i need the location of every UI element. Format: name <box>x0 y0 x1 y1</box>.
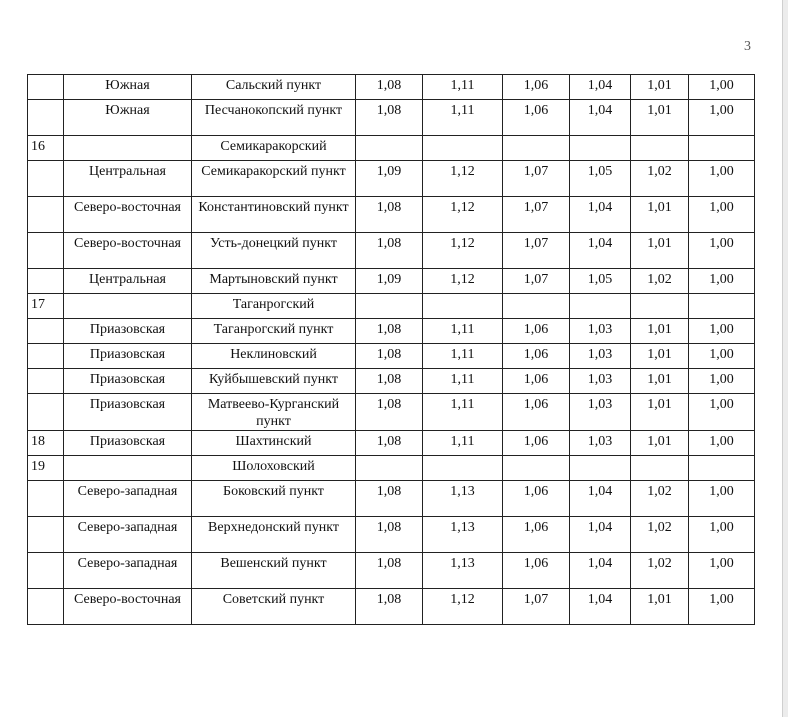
coefficient-cell: 1,05 <box>570 161 631 197</box>
zone-cell: Северо-восточная <box>64 589 192 625</box>
zone-cell: Приазовская <box>64 369 192 394</box>
point-name-cell: Сальский пункт <box>192 75 356 100</box>
table-row <box>28 136 755 161</box>
coefficient-cell: 1,13 <box>423 517 503 553</box>
coefficient-cell: 1,08 <box>356 197 423 233</box>
point-name-cell: Советский пункт <box>192 589 356 625</box>
coefficient-cell: 1,08 <box>356 100 423 136</box>
coefficient-cell: 1,03 <box>570 344 631 369</box>
zone-cell: Приазовская <box>64 431 192 456</box>
coefficient-cell: 1,11 <box>423 431 503 456</box>
coefficient-cell: 1,04 <box>570 75 631 100</box>
coefficient-cell: 1,00 <box>689 269 755 294</box>
coefficient-cell: 1,08 <box>356 553 423 589</box>
coefficient-cell <box>570 456 631 481</box>
coefficient-cell <box>503 456 570 481</box>
table-row <box>28 589 755 625</box>
point-name-cell: Боковский пункт <box>192 481 356 517</box>
table-row <box>28 431 755 456</box>
point-name-cell: Семикаракорский <box>192 136 356 161</box>
zone-cell: Приазовская <box>64 344 192 369</box>
coefficient-cell: 1,00 <box>689 75 755 100</box>
table-row <box>28 75 755 100</box>
coefficient-cell: 1,00 <box>689 553 755 589</box>
coefficient-cell <box>423 136 503 161</box>
coefficient-cell: 1,12 <box>423 589 503 625</box>
row-number-cell <box>28 233 64 269</box>
coefficient-cell: 1,01 <box>631 100 689 136</box>
row-number-cell <box>28 269 64 294</box>
point-name-cell: Верхнедонский пункт <box>192 517 356 553</box>
point-name-cell: Неклиновский <box>192 344 356 369</box>
coefficient-cell: 1,02 <box>631 553 689 589</box>
coefficient-cell: 1,13 <box>423 481 503 517</box>
row-number-cell <box>28 161 64 197</box>
coefficient-cell: 1,01 <box>631 75 689 100</box>
coefficient-cell: 1,08 <box>356 344 423 369</box>
coefficient-cell: 1,00 <box>689 319 755 344</box>
coefficient-cell: 1,04 <box>570 481 631 517</box>
point-name-cell: Песчанокопский пункт <box>192 100 356 136</box>
coefficient-cell: 1,06 <box>503 394 570 431</box>
coefficient-cell: 1,01 <box>631 233 689 269</box>
row-number-cell <box>28 319 64 344</box>
row-number-cell <box>28 100 64 136</box>
coefficient-cell <box>356 136 423 161</box>
coefficient-cell: 1,04 <box>570 589 631 625</box>
zone-cell: Центральная <box>64 269 192 294</box>
coefficient-cell <box>503 136 570 161</box>
point-name-cell: Таганрогский пункт <box>192 319 356 344</box>
coefficient-cell <box>356 294 423 319</box>
coefficient-cell: 1,03 <box>570 319 631 344</box>
row-number-cell <box>28 481 64 517</box>
coefficient-cell: 1,12 <box>423 269 503 294</box>
row-number-cell <box>28 75 64 100</box>
zone-cell: Южная <box>64 75 192 100</box>
row-number-cell <box>28 344 64 369</box>
row-number-cell <box>28 553 64 589</box>
coefficient-cell: 1,00 <box>689 431 755 456</box>
coefficient-cell: 1,07 <box>503 269 570 294</box>
row-number-cell: 17 <box>28 294 64 319</box>
coefficient-cell: 1,01 <box>631 589 689 625</box>
coefficient-cell: 1,12 <box>423 233 503 269</box>
zone-cell: Северо-восточная <box>64 197 192 233</box>
point-name-cell: Усть-донецкий пункт <box>192 233 356 269</box>
coefficient-cell: 1,08 <box>356 481 423 517</box>
coefficient-cell: 1,11 <box>423 344 503 369</box>
coefficient-cell: 1,02 <box>631 481 689 517</box>
coefficient-cell: 1,04 <box>570 553 631 589</box>
coefficient-cell <box>689 294 755 319</box>
table-row <box>28 394 755 431</box>
coefficient-cell: 1,06 <box>503 553 570 589</box>
coefficient-cell: 1,11 <box>423 75 503 100</box>
coefficient-cell: 1,04 <box>570 517 631 553</box>
coefficient-cell: 1,02 <box>631 269 689 294</box>
coefficient-cell: 1,01 <box>631 394 689 431</box>
coefficient-cell: 1,09 <box>356 161 423 197</box>
table-row <box>28 294 755 319</box>
page-number: 3 <box>744 39 751 54</box>
coefficient-cell: 1,06 <box>503 319 570 344</box>
coefficient-cell: 1,00 <box>689 197 755 233</box>
coefficient-cell: 1,08 <box>356 431 423 456</box>
coefficient-cell: 1,06 <box>503 75 570 100</box>
point-name-cell: Семикаракорский пункт <box>192 161 356 197</box>
zone-cell: Северо-западная <box>64 481 192 517</box>
coefficient-cell <box>356 456 423 481</box>
zone-cell: Приазовская <box>64 394 192 431</box>
coefficient-cell: 1,06 <box>503 369 570 394</box>
point-name-cell: Мартыновский пункт <box>192 269 356 294</box>
coefficient-cell <box>689 456 755 481</box>
coefficient-cell: 1,00 <box>689 344 755 369</box>
coefficient-cell: 1,08 <box>356 589 423 625</box>
table-row <box>28 319 755 344</box>
point-name-cell: Шахтинский <box>192 431 356 456</box>
point-name-cell: Куйбышевский пункт <box>192 369 356 394</box>
zone-cell: Южная <box>64 100 192 136</box>
row-number-cell: 16 <box>28 136 64 161</box>
point-name-cell: Матвеево-Курганский пункт <box>192 394 356 431</box>
coefficient-cell <box>423 456 503 481</box>
zone-cell <box>64 136 192 161</box>
coefficient-cell: 1,01 <box>631 431 689 456</box>
row-number-cell <box>28 369 64 394</box>
table-row <box>28 100 755 136</box>
table-row <box>28 369 755 394</box>
point-name-cell: Таганрогский <box>192 294 356 319</box>
coefficient-cell: 1,12 <box>423 161 503 197</box>
coefficient-cell <box>503 294 570 319</box>
table-row <box>28 344 755 369</box>
table-row <box>28 517 755 553</box>
coefficient-cell: 1,04 <box>570 100 631 136</box>
coefficient-cell <box>570 294 631 319</box>
coefficient-cell: 1,06 <box>503 517 570 553</box>
coefficient-cell: 1,07 <box>503 589 570 625</box>
coefficient-cell: 1,01 <box>631 369 689 394</box>
coefficient-cell: 1,11 <box>423 319 503 344</box>
coefficient-cell <box>570 136 631 161</box>
coefficient-cell: 1,00 <box>689 517 755 553</box>
table-row <box>28 456 755 481</box>
table-row <box>28 161 755 197</box>
data-table <box>27 74 755 625</box>
coefficient-cell: 1,00 <box>689 369 755 394</box>
coefficient-cell: 1,00 <box>689 233 755 269</box>
coefficient-cell: 1,11 <box>423 369 503 394</box>
table-row <box>28 269 755 294</box>
coefficient-cell: 1,07 <box>503 161 570 197</box>
coefficient-cell: 1,08 <box>356 75 423 100</box>
coefficient-cell: 1,03 <box>570 369 631 394</box>
coefficient-cell: 1,08 <box>356 517 423 553</box>
zone-cell: Центральная <box>64 161 192 197</box>
coefficient-cell: 1,06 <box>503 344 570 369</box>
row-number-cell: 19 <box>28 456 64 481</box>
coefficient-cell: 1,04 <box>570 233 631 269</box>
coefficient-cell: 1,00 <box>689 481 755 517</box>
table-row <box>28 481 755 517</box>
point-name-cell: Шолоховский <box>192 456 356 481</box>
row-number-cell <box>28 394 64 431</box>
row-number-cell <box>28 589 64 625</box>
coefficient-cell: 1,11 <box>423 394 503 431</box>
coefficient-cell: 1,05 <box>570 269 631 294</box>
coefficient-cell: 1,07 <box>503 233 570 269</box>
zone-cell: Северо-восточная <box>64 233 192 269</box>
coefficient-cell: 1,00 <box>689 589 755 625</box>
coefficient-cell: 1,13 <box>423 553 503 589</box>
row-number-cell <box>28 197 64 233</box>
coefficient-cell: 1,03 <box>570 394 631 431</box>
coefficient-cell: 1,08 <box>356 233 423 269</box>
row-number-cell <box>28 517 64 553</box>
coefficient-cell: 1,00 <box>689 394 755 431</box>
row-number-cell: 18 <box>28 431 64 456</box>
coefficient-cell <box>631 294 689 319</box>
coefficient-cell <box>689 136 755 161</box>
coefficient-cell <box>631 136 689 161</box>
coefficient-cell: 1,01 <box>631 197 689 233</box>
coefficient-cell: 1,00 <box>689 161 755 197</box>
table-row <box>28 233 755 269</box>
coefficient-cell: 1,02 <box>631 161 689 197</box>
table-row <box>28 197 755 233</box>
coefficient-cell: 1,03 <box>570 431 631 456</box>
coefficient-cell: 1,01 <box>631 344 689 369</box>
coefficient-cell: 1,08 <box>356 394 423 431</box>
coefficient-cell: 1,08 <box>356 369 423 394</box>
coefficient-cell: 1,02 <box>631 517 689 553</box>
coefficient-cell: 1,06 <box>503 100 570 136</box>
coefficient-cell: 1,04 <box>570 197 631 233</box>
coefficient-cell: 1,07 <box>503 197 570 233</box>
coefficient-cell <box>631 456 689 481</box>
coefficient-cell: 1,12 <box>423 197 503 233</box>
coefficient-cell: 1,01 <box>631 319 689 344</box>
coefficient-cell: 1,00 <box>689 100 755 136</box>
point-name-cell: Константиновский пункт <box>192 197 356 233</box>
coefficient-cell: 1,06 <box>503 431 570 456</box>
zone-cell <box>64 456 192 481</box>
coefficient-cell: 1,06 <box>503 481 570 517</box>
zone-cell: Северо-западная <box>64 553 192 589</box>
coefficient-cell: 1,11 <box>423 100 503 136</box>
coefficient-cell: 1,08 <box>356 319 423 344</box>
coefficient-cell: 1,09 <box>356 269 423 294</box>
zone-cell: Приазовская <box>64 319 192 344</box>
zone-cell <box>64 294 192 319</box>
zone-cell: Северо-западная <box>64 517 192 553</box>
coefficient-cell <box>423 294 503 319</box>
table-row <box>28 553 755 589</box>
point-name-cell: Вешенский пункт <box>192 553 356 589</box>
